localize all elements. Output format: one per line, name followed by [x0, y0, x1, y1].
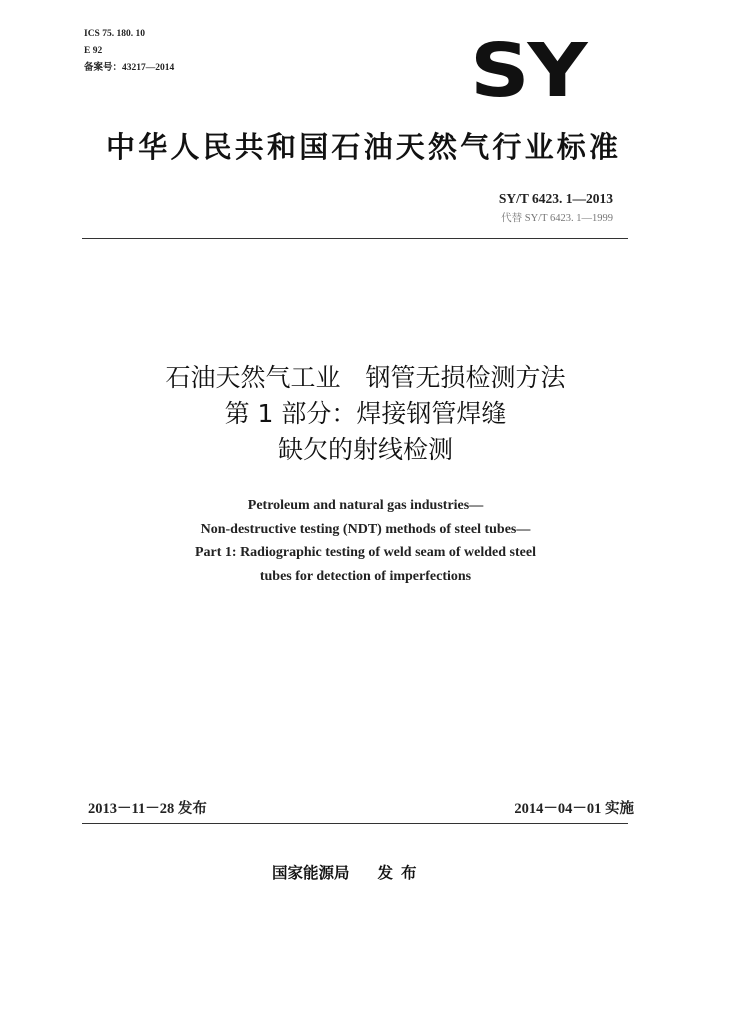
english-title	[0, 494, 731, 588]
chinese-title-line-2: 第 1 部分：焊接钢管焊缝	[224, 399, 507, 428]
publisher-action: 发布	[377, 864, 425, 882]
english-title-line-2: Non-destructive testing (NDT) methods of steel tubes—	[200, 521, 531, 537]
english-title-line-4: tubes for detection of imperfections	[259, 568, 472, 584]
ics-code: ICS 75. 180. 10	[84, 29, 145, 39]
top-divider	[82, 238, 628, 239]
standard-category-title: 中华人民共和国石油天然气行业标准	[106, 130, 622, 164]
replaces-standard: 代替 SY/T 6423. 1—1999	[501, 213, 613, 224]
publisher-name: 国家能源局	[272, 864, 350, 882]
english-title-line-3: Part 1: Radiographic testing of weld seam of welded steel	[194, 545, 536, 560]
chinese-title	[0, 360, 731, 468]
chinese-title-line-3: 缺欠的射线检测	[277, 435, 453, 464]
document-meta	[84, 26, 174, 77]
english-title-line-1: Petroleum and natural gas industries—	[247, 498, 484, 513]
standard-code: SY/T 6423. 1—2013	[498, 191, 613, 206]
implementation-date: 2014－04－01 实施	[514, 801, 634, 817]
filing-number: 备案号：43217—2014	[84, 63, 175, 73]
publisher	[272, 861, 425, 883]
issue-date: 2013－11－28 发布	[88, 801, 207, 817]
chinese-title-line-1: 石油天然气工业 钢管无损检测方法	[165, 363, 566, 392]
ccs-code: E 92	[84, 46, 103, 56]
bottom-divider	[82, 823, 628, 824]
sy-logo: SY	[470, 28, 586, 114]
standard-code-block	[499, 191, 613, 225]
